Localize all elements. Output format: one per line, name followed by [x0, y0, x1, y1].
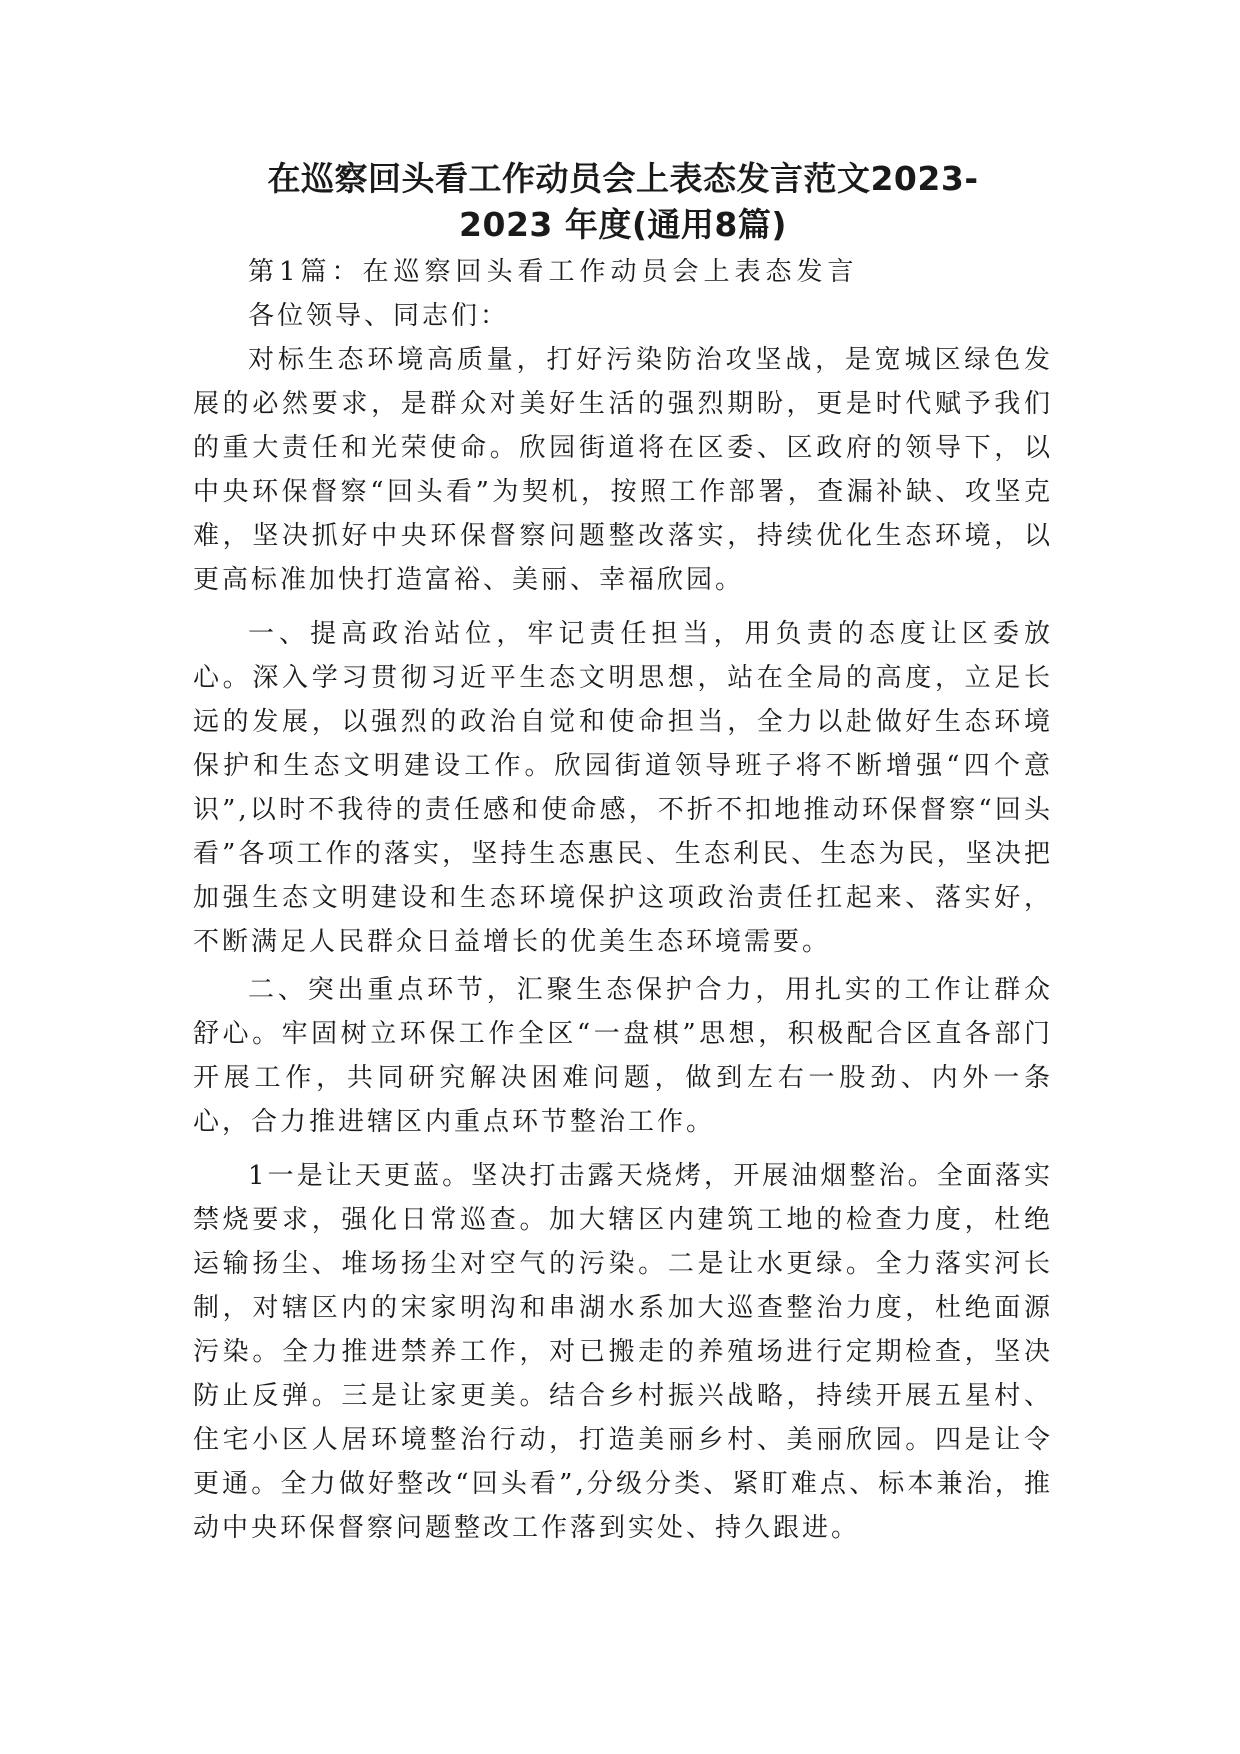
chapter-heading: 第1篇：在巡察回头看工作动员会上表态发言: [248, 257, 859, 287]
paragraph-section-two: 二、突出重点环节，汇聚生态保护合力，用扎实的工作让群众舒心。牢固树立环保工作全区“一盘棋”思想，积极配合区直各部门开展工作，共同研究解决困难问题，做到左右一股劲、内外一条心，合力推进辖区内重点环节整治工作。: [193, 975, 1053, 1137]
paragraph-section-one: 一、提高政治站位，牢记责任担当，用负责的态度让区委放心。深入学习贯彻习近平生态文明思想，站在全局的高度，立足长远的发展，以强烈的政治自觉和使命担当，全力以赴做好生态环境保护和生态文明建设工作。欣园街道领导班子将不断增强“四个意识”,以时不我待的责任感和使命感，不折不扣地推动环保督察“回头看”各项工作的落实，坚持生态惠民、生态利民、生态为民，坚决把加强生态文明建设和生态环境保护这项政治责任扛起来、落实好，不断满足人民群众日益增长的优美生态环境需要。: [193, 619, 1053, 957]
paragraph-measures: 1一是让天更蓝。坚决打击露天烧烤，开展油烟整治。全面落实禁烧要求，强化日常巡查。加大辖区内建筑工地的检查力度，杜绝运输扬尘、堆场扬尘对空气的污染。二是让水更绿。全力落实河长制，对辖区内的宋家明沟和串湖水系加大巡查整治力度，杜绝面源污染。全力推进禁养工作，对已搬走的养殖场进行定期检查，坚决防止反弹。三是让家更美。结合乡村振兴战略，持续开展五星村、住宅小区人居环境整治行动，打造美丽乡村、美丽欣园。四是让令更通。全力做好整改“回头看”,分级分类、紧盯难点、标本兼治，推动中央环保督察问题整改工作落到实处、持久跟进。: [193, 1161, 1053, 1543]
document-title: 在巡察回头看工作动员会上表态发言范文2023-2023 年度(通用8篇): [267, 159, 979, 244]
document-body: [193, 156, 1053, 1554]
salutation: 各位领导、同志们：: [248, 301, 510, 331]
paragraph-intro: 对标生态环境高质量，打好污染防治攻坚战，是宽城区绿色发展的必然要求，是群众对美好生活的强烈期盼，更是时代赋予我们的重大责任和光荣使命。欣园街道将在区委、区政府的领导下，以中央环保督察“回头看”为契机，按照工作部署，查漏补缺、攻坚克难，坚决抓好中央环保督察问题整改落实，持续优化生态环境，以更高标准加快打造富裕、美丽、幸福欣园。: [193, 345, 1053, 595]
